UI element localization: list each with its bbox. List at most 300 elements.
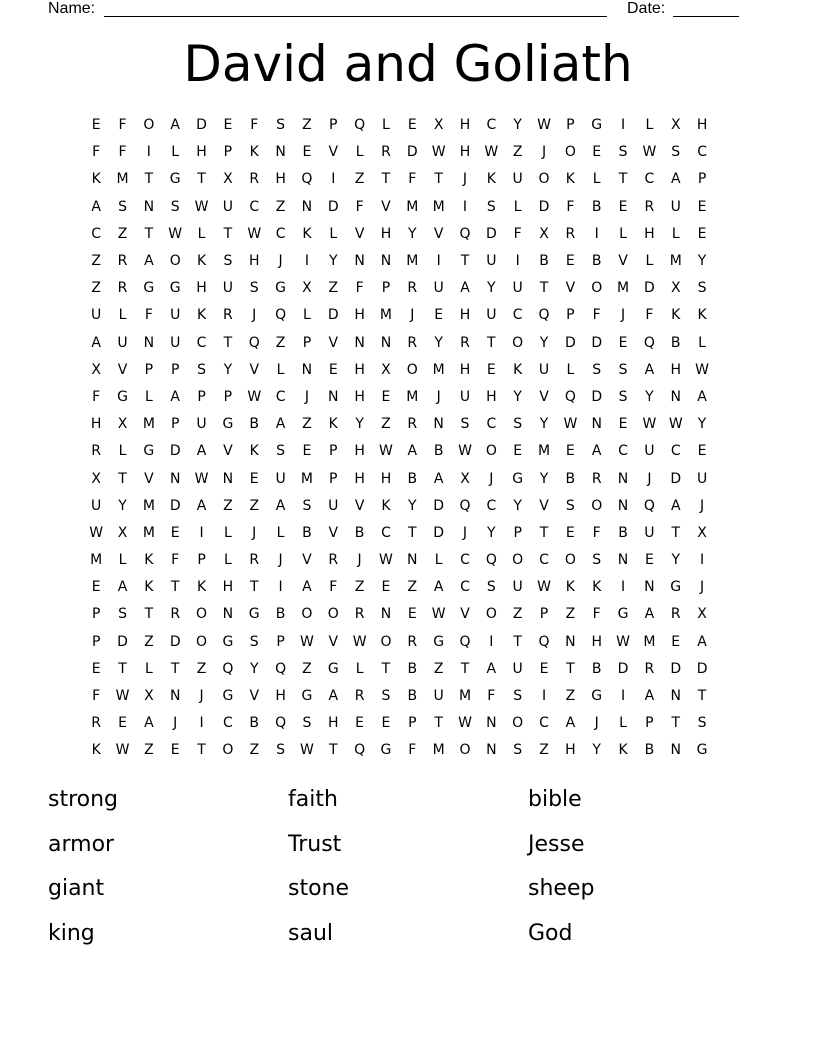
grid-letter: L: [329, 225, 338, 242]
grid-row: [83, 547, 743, 574]
grid-letter: U: [696, 470, 708, 487]
grid-letter: T: [434, 171, 443, 188]
grid-letter: P: [513, 524, 522, 541]
grid-letter: C: [486, 497, 497, 514]
grid-letter: I: [515, 253, 520, 270]
grid-letter: V: [328, 524, 339, 541]
grid-letter: X: [91, 470, 101, 487]
grid-letter: L: [276, 361, 285, 378]
grid-letter: Q: [301, 171, 313, 188]
grid-letter: K: [381, 497, 391, 514]
grid-letter: Z: [512, 144, 523, 161]
grid-letter: C: [670, 443, 681, 460]
grid-letter: S: [460, 416, 470, 433]
grid-letter: Z: [91, 253, 101, 270]
grid-letter: E: [697, 225, 707, 242]
grid-row: [83, 248, 743, 275]
grid-letter: X: [91, 361, 101, 378]
grid-letter: Z: [196, 660, 207, 677]
grid-letter: L: [645, 117, 654, 134]
grid-letter: G: [696, 742, 708, 759]
grid-letter: R: [565, 225, 576, 242]
grid-letter: Y: [539, 334, 549, 351]
grid-letter: B: [249, 715, 260, 732]
grid-letter: D: [117, 633, 128, 650]
grid-letter: Z: [302, 416, 312, 433]
grid-letter: B: [591, 198, 602, 215]
grid-letter: K: [671, 307, 681, 324]
grid-letter: U: [433, 280, 444, 297]
grid-letter: I: [620, 688, 626, 705]
grid-letter: Y: [592, 742, 601, 759]
grid-letter: G: [117, 388, 128, 405]
grid-letter: L: [197, 225, 206, 242]
grid-letter: V: [381, 198, 391, 215]
grid-letter: R: [91, 715, 102, 732]
grid-row: [83, 330, 743, 357]
grid-letter: I: [304, 253, 309, 270]
grid-letter: K: [144, 552, 154, 569]
grid-letter: U: [91, 307, 102, 324]
grid-letter: S: [170, 198, 180, 215]
grid-letter: S: [565, 497, 575, 514]
grid-row: [83, 438, 743, 465]
grid-letter: A: [433, 579, 444, 596]
grid-letter: E: [381, 388, 391, 405]
grid-letter: H: [459, 361, 471, 378]
grid-letter: C: [91, 225, 102, 242]
grid-letter: V: [565, 280, 576, 297]
date-label: Date:: [627, 0, 666, 17]
grid-letter: T: [249, 579, 259, 596]
grid-letter: A: [275, 497, 286, 514]
grid-letter: B: [275, 606, 286, 623]
grid-letter: E: [381, 579, 391, 596]
grid-letter: N: [301, 198, 313, 215]
grid-letter: M: [406, 198, 419, 215]
grid-letter: H: [196, 280, 207, 297]
grid-letter: Z: [302, 660, 312, 677]
grid-letter: Q: [564, 388, 576, 405]
grid-letter: A: [697, 633, 707, 650]
grid-row: [83, 194, 743, 221]
grid-letter: O: [196, 606, 208, 623]
grid-letter: Z: [302, 117, 312, 134]
grid-letter: E: [618, 416, 628, 433]
grid-letter: C: [460, 552, 470, 569]
grid-letter: D: [196, 117, 207, 134]
grid-letter: L: [434, 552, 443, 569]
grid-letter: V: [302, 552, 312, 569]
grid-letter: T: [460, 253, 470, 270]
grid-letter: Z: [539, 742, 549, 759]
grid-letter: Y: [671, 552, 681, 569]
grid-letter: B: [591, 253, 602, 270]
grid-letter: Q: [248, 334, 260, 351]
grid-letter: U: [117, 334, 128, 351]
grid-letter: U: [644, 443, 655, 460]
grid-letter: Y: [249, 660, 259, 677]
grid-letter: Y: [645, 388, 654, 405]
grid-letter: P: [566, 117, 575, 134]
grid-letter: A: [302, 579, 312, 596]
grid-letter: K: [592, 579, 602, 596]
word-list-item: stone: [288, 876, 350, 901]
grid-letter: K: [196, 253, 207, 270]
grid-row: [83, 710, 743, 737]
grid-letter: I: [620, 117, 626, 134]
grid-letter: W: [379, 443, 393, 460]
grid-letter: S: [671, 144, 681, 161]
grid-letter: F: [592, 524, 601, 541]
grid-letter: A: [91, 334, 101, 351]
grid-letter: J: [278, 253, 283, 270]
word-list-item: God: [528, 920, 573, 946]
grid-letter: L: [118, 443, 127, 460]
grid-letter: X: [670, 280, 681, 297]
grid-letter: S: [513, 416, 523, 433]
grid-letter: V: [354, 497, 365, 514]
grid-letter: D: [406, 144, 418, 161]
grid-letter: P: [91, 606, 101, 623]
grid-letter: J: [199, 688, 204, 705]
grid-letter: X: [117, 524, 128, 541]
grid-letter: D: [433, 497, 445, 514]
grid-letter: I: [331, 171, 336, 188]
grid-letter: I: [462, 198, 468, 215]
grid-letter: T: [144, 225, 154, 242]
grid-letter: K: [513, 361, 523, 378]
grid-letter: E: [355, 715, 365, 732]
grid-letter: Z: [249, 742, 260, 759]
grid-letter: X: [302, 280, 312, 297]
grid-letter: P: [91, 633, 101, 650]
grid-letter: I: [489, 633, 494, 650]
grid-row: [83, 601, 743, 628]
grid-letter: Z: [275, 334, 286, 351]
grid-letter: M: [142, 416, 155, 433]
grid-letter: R: [91, 443, 102, 460]
grid-letter: F: [566, 198, 575, 215]
word-list-item: faith: [288, 787, 338, 812]
grid-letter: A: [644, 361, 655, 378]
grid-letter: W: [89, 524, 104, 541]
grid-letter: Q: [459, 497, 471, 514]
word-list: [48, 778, 768, 956]
grid-letter: Z: [565, 688, 576, 705]
grid-letter: F: [92, 388, 101, 405]
grid-letter: E: [565, 524, 575, 541]
grid-letter: S: [618, 144, 628, 161]
grid-letter: Z: [433, 660, 444, 677]
grid-letter: H: [354, 388, 365, 405]
grid-letter: S: [513, 688, 523, 705]
grid-letter: N: [380, 606, 392, 623]
grid-letter: P: [539, 606, 549, 623]
grid-letter: F: [144, 307, 153, 324]
grid-letter: S: [592, 552, 602, 569]
grid-letter: T: [697, 688, 707, 705]
grid-letter: G: [670, 579, 682, 596]
grid-letter: T: [671, 524, 681, 541]
grid-letter: Z: [354, 579, 365, 596]
grid-letter: O: [459, 742, 471, 759]
grid-row: [83, 411, 743, 438]
grid-letter: A: [670, 497, 681, 514]
grid-letter: G: [327, 660, 339, 677]
grid-letter: G: [591, 117, 603, 134]
grid-letter: G: [617, 606, 629, 623]
grid-row: [83, 357, 743, 384]
grid-letter: F: [355, 198, 364, 215]
word-list-item: giant: [48, 876, 105, 901]
grid-letter: P: [697, 171, 707, 188]
grid-letter: P: [329, 117, 338, 134]
grid-letter: F: [118, 117, 127, 134]
grid-letter: N: [380, 253, 392, 270]
grid-letter: S: [486, 198, 496, 215]
grid-letter: L: [355, 144, 364, 161]
grid-letter: U: [328, 497, 339, 514]
grid-letter: J: [594, 715, 599, 732]
grid-letter: H: [459, 307, 471, 324]
grid-row: [83, 384, 743, 411]
grid-letter: F: [592, 307, 601, 324]
grid-letter: K: [91, 171, 101, 188]
grid-letter: H: [670, 361, 681, 378]
grid-letter: N: [565, 633, 576, 650]
grid-letter: A: [170, 117, 180, 134]
grid-letter: P: [329, 470, 338, 487]
grid-letter: Y: [697, 416, 707, 433]
grid-letter: W: [537, 117, 551, 134]
grid-letter: I: [278, 579, 283, 596]
word-list-item: king: [48, 920, 95, 946]
grid-letter: M: [116, 171, 129, 188]
grid-letter: H: [644, 225, 655, 242]
grid-letter: D: [670, 470, 682, 487]
grid-letter: M: [537, 443, 551, 460]
grid-letter: E: [249, 470, 259, 487]
grid-letter: S: [381, 688, 391, 705]
grid-letter: U: [196, 416, 207, 433]
grid-letter: N: [380, 334, 392, 351]
grid-letter: B: [354, 524, 365, 541]
grid-letter: D: [591, 334, 603, 351]
grid-letter: S: [486, 579, 496, 596]
grid-letter: N: [354, 253, 365, 270]
grid-letter: H: [354, 307, 365, 324]
grid-letter: S: [302, 715, 312, 732]
grid-letter: E: [328, 361, 338, 378]
grid-letter: R: [117, 280, 128, 297]
grid-letter: H: [196, 144, 207, 161]
grid-letter: T: [434, 715, 443, 732]
grid-letter: X: [539, 225, 549, 242]
grid-letter: C: [275, 388, 286, 405]
grid-letter: X: [697, 606, 707, 623]
grid-letter: T: [170, 660, 180, 677]
grid-row: [83, 493, 743, 520]
grid-letter: E: [644, 552, 654, 569]
grid-letter: X: [381, 361, 391, 378]
grid-letter: L: [645, 253, 654, 270]
date-blank-line: [673, 0, 739, 17]
grid-letter: S: [276, 443, 286, 460]
grid-row: [83, 656, 743, 683]
grid-letter: T: [671, 715, 681, 732]
grid-letter: K: [249, 443, 259, 460]
grid-letter: O: [591, 280, 603, 297]
word-list-item: bible: [528, 787, 582, 812]
grid-letter: Z: [328, 280, 339, 297]
grid-letter: L: [619, 715, 627, 732]
grid-letter: W: [616, 633, 630, 650]
grid-letter: L: [303, 307, 311, 324]
grid-letter: A: [196, 497, 207, 514]
grid-letter: I: [436, 253, 441, 270]
grid-letter: D: [670, 660, 682, 677]
grid-letter: P: [197, 552, 206, 569]
grid-letter: J: [700, 497, 705, 514]
grid-letter: X: [144, 688, 154, 705]
grid-letter: K: [196, 579, 207, 596]
grid-letter: Q: [354, 117, 366, 134]
grid-letter: F: [329, 579, 338, 596]
grid-letter: Q: [354, 742, 366, 759]
grid-letter: L: [566, 361, 575, 378]
grid-letter: O: [512, 334, 524, 351]
grid-letter: R: [170, 606, 181, 623]
grid-letter: J: [173, 715, 178, 732]
grid-letter: Y: [513, 388, 522, 405]
grid-letter: E: [118, 715, 127, 732]
grid-letter: Z: [223, 497, 233, 514]
grid-letter: Z: [144, 742, 154, 759]
grid-letter: F: [92, 144, 101, 161]
grid-letter: U: [486, 307, 497, 324]
grid-letter: Q: [538, 307, 550, 324]
grid-letter: I: [146, 144, 151, 161]
grid-letter: Z: [565, 606, 576, 623]
word-list-item: strong: [48, 787, 119, 812]
grid-letter: V: [249, 688, 260, 705]
grid-letter: N: [617, 552, 629, 569]
grid-letter: E: [302, 443, 312, 460]
grid-letter: O: [301, 606, 313, 623]
grid-letter: W: [458, 715, 472, 732]
grid-letter: F: [355, 280, 364, 297]
grid-letter: D: [538, 198, 550, 215]
grid-letter: C: [539, 552, 549, 569]
grid-letter: P: [566, 307, 575, 324]
grid-letter: T: [566, 660, 575, 677]
grid-letter: W: [352, 633, 367, 650]
grid-letter: Y: [408, 225, 417, 242]
grid-letter: T: [223, 225, 233, 242]
grid-letter: L: [144, 660, 153, 677]
grid-row: [83, 166, 743, 193]
grid-letter: K: [486, 171, 496, 188]
grid-letter: N: [354, 334, 365, 351]
grid-letter: N: [143, 198, 155, 215]
grid-letter: S: [697, 280, 707, 297]
grid-letter: W: [168, 225, 183, 242]
grid-letter: M: [643, 633, 656, 650]
grid-letter: P: [170, 361, 180, 378]
grid-letter: Y: [118, 497, 127, 514]
grid-letter: U: [512, 579, 523, 596]
grid-letter: W: [537, 579, 551, 596]
grid-letter: G: [248, 606, 260, 623]
grid-letter: A: [170, 388, 180, 405]
grid-letter: V: [539, 388, 549, 405]
grid-letter: V: [460, 606, 470, 623]
grid-letter: R: [644, 198, 655, 215]
grid-letter: L: [513, 198, 522, 215]
grid-letter: A: [328, 688, 339, 705]
grid-letter: G: [169, 280, 181, 297]
grid-letter: D: [644, 280, 655, 297]
grid-letter: H: [486, 388, 497, 405]
grid-letter: W: [563, 416, 578, 433]
grid-letter: I: [620, 579, 626, 596]
grid-letter: D: [327, 198, 339, 215]
grid-letter: G: [275, 280, 286, 297]
grid-letter: C: [196, 334, 207, 351]
grid-letter: G: [512, 470, 524, 487]
grid-letter: D: [591, 388, 603, 405]
grid-letter: R: [644, 660, 655, 677]
grid-letter: V: [223, 443, 233, 460]
grid-letter: U: [644, 524, 655, 541]
grid-letter: A: [670, 171, 681, 188]
grid-letter: R: [670, 606, 681, 623]
grid-letter: W: [484, 144, 499, 161]
grid-letter: S: [618, 361, 628, 378]
grid-letter: S: [223, 253, 233, 270]
grid-letter: N: [328, 388, 339, 405]
grid-letter: O: [143, 117, 155, 134]
grid-letter: L: [118, 552, 127, 569]
grid-letter: A: [144, 715, 154, 732]
grid-letter: R: [381, 144, 391, 161]
grid-letter: T: [144, 171, 154, 188]
name-label: Name:: [48, 0, 96, 17]
grid-letter: B: [407, 688, 418, 705]
grid-letter: R: [354, 688, 365, 705]
grid-row: [83, 683, 743, 710]
grid-letter: H: [591, 633, 602, 650]
grid-letter: S: [513, 742, 523, 759]
grid-letter: G: [301, 688, 313, 705]
grid-letter: M: [379, 307, 392, 324]
grid-letter: O: [564, 552, 576, 569]
grid-letter: R: [328, 552, 339, 569]
grid-letter: G: [380, 742, 392, 759]
grid-letter: K: [91, 742, 101, 759]
grid-letter: G: [433, 633, 445, 650]
grid-row: [83, 574, 743, 601]
grid-letter: N: [143, 334, 155, 351]
grid-letter: D: [696, 660, 708, 677]
grid-letter: H: [328, 715, 339, 732]
grid-letter: V: [618, 253, 628, 270]
grid-letter: D: [564, 334, 576, 351]
grid-letter: W: [379, 552, 393, 569]
page-title: David and Goliath: [183, 35, 633, 93]
grid-letter: L: [382, 117, 390, 134]
